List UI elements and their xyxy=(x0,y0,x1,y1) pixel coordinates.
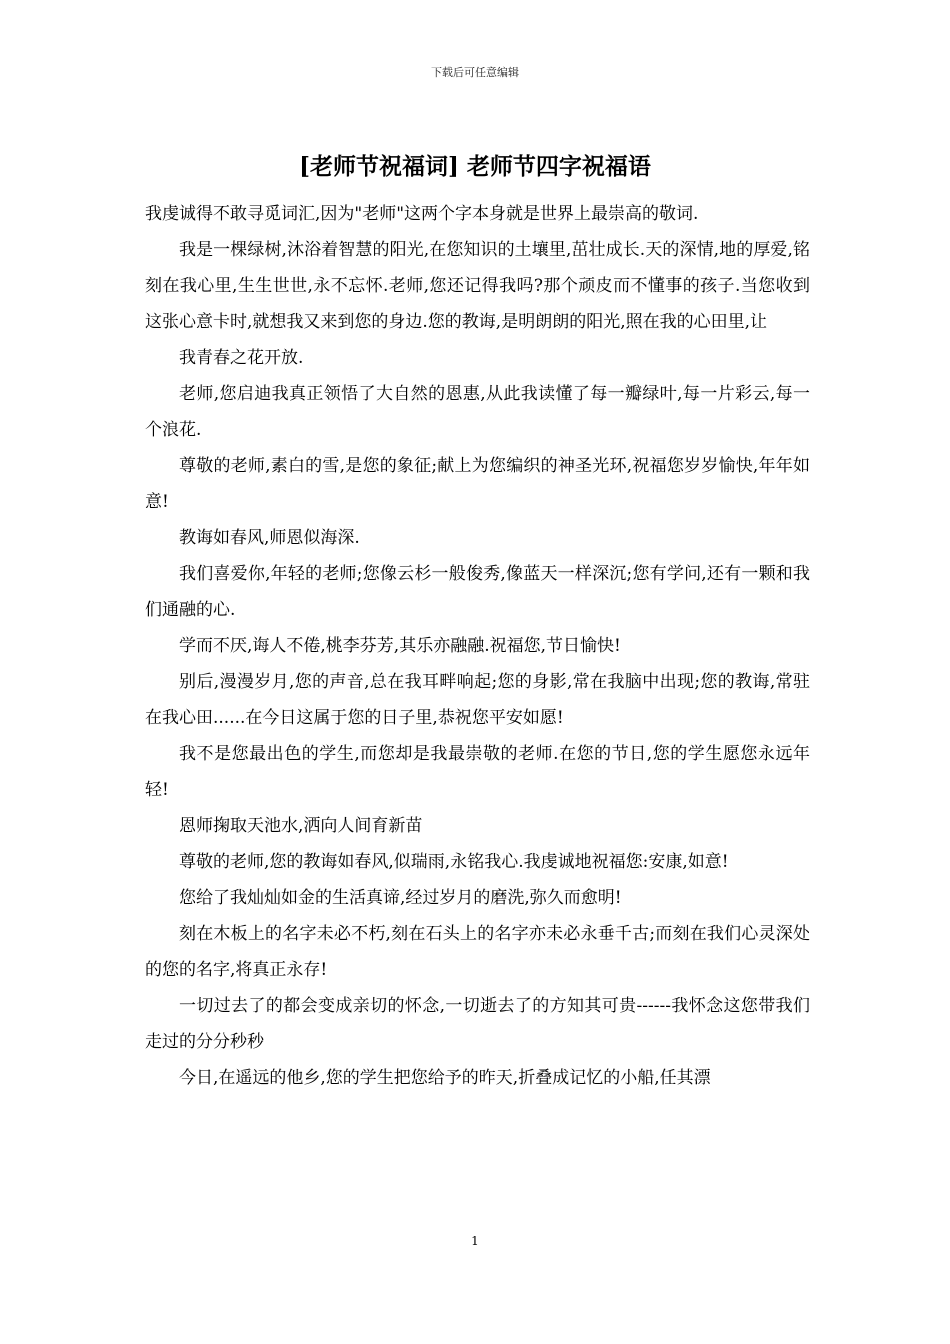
paragraph: 一切过去了的都会变成亲切的怀念,一切逝去了的方知其可贵------我怀念这您带我们走过的分分秒秒 xyxy=(145,996,810,1052)
document-body xyxy=(145,196,810,1096)
paragraph: 刻在木板上的名字未必不朽,刻在石头上的名字亦未必永垂千古;而刻在我们心灵深处的您的名字,将真正永存! xyxy=(145,924,810,980)
paragraph: 我不是您最出色的学生,而您却是我最崇敬的老师.在您的节日,您的学生愿您永远年轻! xyxy=(145,744,810,800)
paragraph: 教诲如春风,师恩似海深. xyxy=(179,528,360,548)
paragraph: 今日,在遥远的他乡,您的学生把您给予的昨天,折叠成记忆的小船,任其漂 xyxy=(179,1068,711,1088)
paragraph: 恩师掬取天池水,洒向人间育新苗 xyxy=(179,816,423,836)
paragraph: 您给了我灿灿如金的生活真谛,经过岁月的磨洗,弥久而愈明! xyxy=(179,888,622,908)
document-title: [老师节祝福词] 老师节四字祝福语 xyxy=(299,153,651,180)
paragraph: 别后,漫漫岁月,您的声音,总在我耳畔响起;您的身影,常在我脑中出现;您的教诲,常驻在我心田......在今日这属于您的日子里,恭祝您平安如愿! xyxy=(145,672,810,728)
paragraph: 学而不厌,诲人不倦,桃李芬芳,其乐亦融融.祝福您,节日愉快! xyxy=(179,636,621,656)
paragraph: 老师,您启迪我真正领悟了大自然的恩惠,从此我读懂了每一瓣绿叶,每一片彩云,每一个浪花. xyxy=(145,384,810,440)
paragraph: 我虔诚得不敢寻觅词汇,因为"老师"这两个字本身就是世界上最崇高的敬词. xyxy=(145,204,699,224)
paragraph: 我们喜爱你,年轻的老师;您像云杉一般俊秀,像蓝天一样深沉;您有学问,还有一颗和我们通融的心. xyxy=(145,564,810,620)
paragraph: 尊敬的老师,您的教诲如春风,似瑞雨,永铭我心.我虔诚地祝福您:安康,如意! xyxy=(179,852,729,872)
paragraph: 尊敬的老师,素白的雪,是您的象征;献上为您编织的神圣光环,祝福您岁岁愉快,年年如意! xyxy=(145,456,810,512)
page-number: 1 xyxy=(471,1234,479,1248)
page-header: 下载后可任意编辑 xyxy=(431,66,519,79)
paragraph: 我青春之花开放. xyxy=(179,348,304,368)
paragraph: 我是一棵绿树,沐浴着智慧的阳光,在您知识的土壤里,茁壮成长.天的深情,地的厚爱,铭刻在我心里,生生世世,永不忘怀.老师,您还记得我吗?那个顽皮而不懂事的孩子.当您收到这张心意卡时,就想我又来到您的身边.您的教诲,是明朗朗的阳光,照在我的心田里,让 xyxy=(145,240,810,332)
